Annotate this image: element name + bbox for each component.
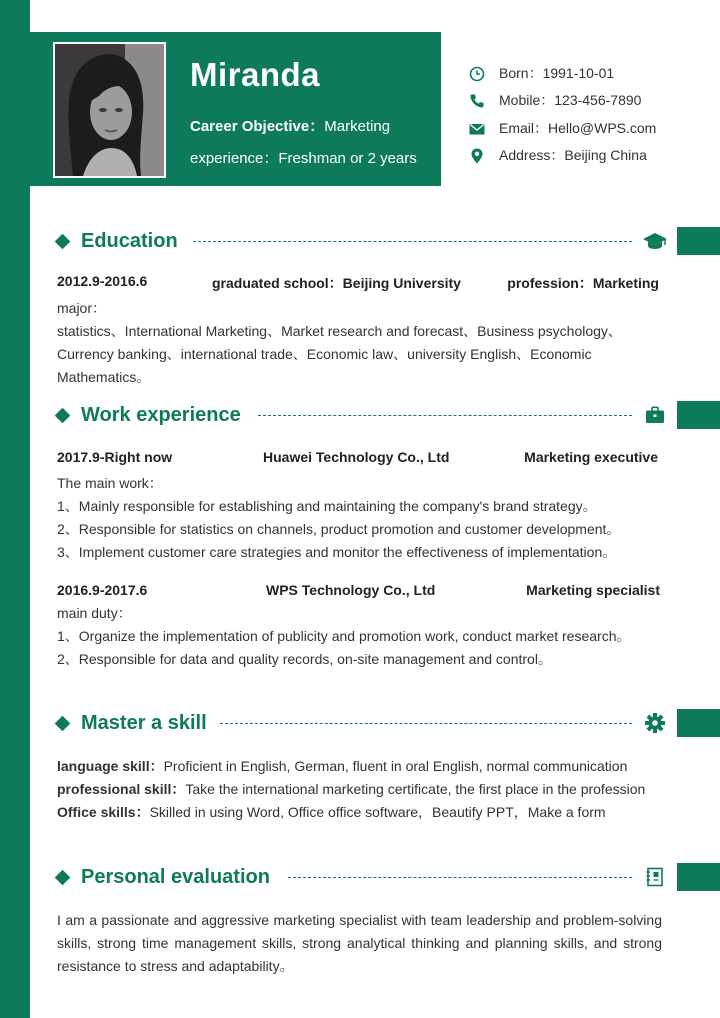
skill-office-label: Office skills： [57, 804, 150, 820]
phone-icon [468, 92, 486, 110]
candidate-name: Miranda [190, 56, 321, 93]
envelope-icon [468, 120, 486, 138]
clock-icon [468, 65, 486, 83]
education-period: 2012.9-2016.6 [57, 273, 148, 289]
job1-intro: The main work： [57, 475, 163, 491]
education-profession: profession：Marketing [507, 275, 659, 291]
education-school: graduated school：Beijing University [212, 275, 461, 291]
skill-professional [57, 778, 662, 801]
section-divider [193, 241, 632, 242]
gear-icon [644, 712, 666, 734]
job2-intro: main duty： [57, 605, 132, 621]
email-text: Email：Hello@WPS.com [499, 119, 657, 136]
contact-email[interactable] [468, 117, 708, 144]
location-pin-icon [468, 147, 486, 165]
briefcase-icon [644, 404, 666, 426]
graduation-cap-icon [642, 230, 668, 252]
education-major-label: major： [57, 300, 107, 316]
evaluation-title: Personal evaluation [81, 866, 270, 888]
job1-role: Marketing executive [524, 449, 658, 465]
job2-role: Marketing specialist [526, 582, 660, 598]
section-tab [677, 227, 720, 255]
skill-office [57, 801, 662, 824]
skill-language-text: Proficient in English, German, fluent in oral English, normal communication [163, 758, 628, 774]
section-divider [220, 723, 632, 724]
section-tab [677, 863, 720, 891]
education-header [56, 227, 720, 257]
skill-office-text: Skilled in using Word, Office office software，Beautify PPT，Make a form [149, 804, 606, 820]
contact-address [468, 144, 708, 171]
work-title: Work experience [81, 404, 241, 426]
left-accent-bar [0, 0, 30, 1018]
diamond-bullet-icon [55, 716, 71, 732]
job2-company: WPS Technology Co., Ltd [266, 582, 436, 598]
address-text: Address：Beijing China [499, 146, 647, 163]
evaluation-text: I am a passionate and aggressive marketing specialist with team leadership and problem-solving skills, strong time management skills, strong analytical thinking and planning skills, and strong resistance to stress and adaptability。 [57, 912, 662, 974]
job1-item: 1、Mainly responsible for establishing and maintaining the company's brand strategy。 [57, 498, 597, 514]
diamond-bullet-icon [55, 408, 71, 424]
skills-title: Master a skill [81, 712, 207, 734]
career-objective [190, 111, 430, 175]
section-divider [258, 415, 632, 416]
objective-value: Marketing [324, 118, 391, 135]
section-tab [677, 709, 720, 737]
education-major-text: statistics、International Marketing、Market research and forecast、Business psychology、Currency banking、international trade、Economic law、university English、Economic Mathematics。 [57, 323, 622, 385]
diamond-bullet-icon [55, 870, 71, 886]
education-title: Education [81, 230, 178, 252]
profile-photo [53, 42, 166, 178]
skill-language [57, 755, 662, 778]
work-header [56, 401, 720, 431]
job1-item: 3、Implement customer care strategies and monitor the effectiveness of implementation。 [57, 544, 617, 560]
contact-born [468, 62, 708, 89]
born-text: Born：1991-10-01 [499, 65, 615, 81]
job2-item: 1、Organize the implementation of publicity and promotion work, conduct market research。 [57, 628, 631, 644]
notebook-icon [645, 866, 665, 888]
contact-info [468, 62, 708, 171]
objective-experience: experience：Freshman or 2 years [190, 150, 417, 167]
mobile-text: Mobile：123-456-7890 [499, 92, 642, 109]
skill-professional-text: Take the international marketing certificate, the first place in the profession [185, 781, 646, 797]
job2-period: 2016.9-2017.6 [57, 582, 148, 598]
job1-item: 2、Responsible for statistics on channels, product promotion and customer development。 [57, 521, 621, 537]
contact-mobile [468, 89, 708, 116]
job1-company: Huawei Technology Co., Ltd [263, 449, 450, 465]
skill-professional-label: professional skill： [57, 781, 186, 797]
diamond-bullet-icon [55, 234, 71, 250]
skill-language-label: language skill： [57, 758, 164, 774]
objective-label: Career Objective： [190, 118, 325, 135]
section-divider [288, 877, 632, 878]
skills-header [56, 709, 720, 739]
job1-period: 2017.9-Right now [57, 449, 173, 465]
evaluation-header [56, 863, 720, 893]
section-tab [677, 401, 720, 429]
job2-item: 2、Responsible for data and quality records, on-site management and control。 [57, 651, 552, 667]
